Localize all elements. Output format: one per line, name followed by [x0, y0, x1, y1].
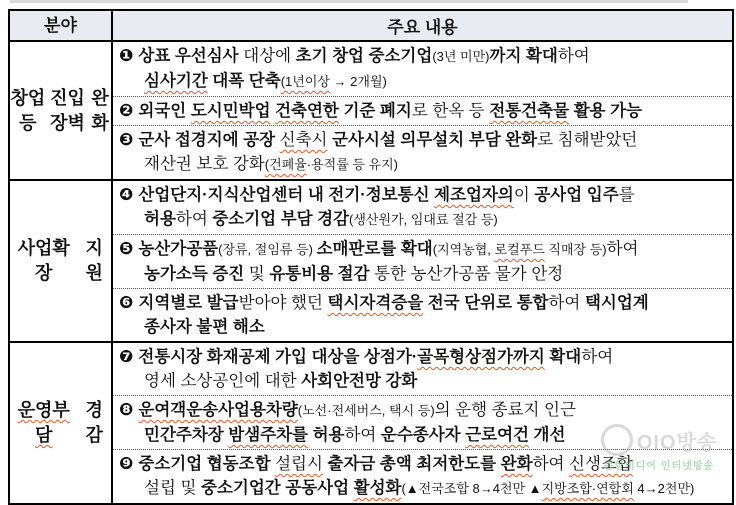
item-bullet: ❹: [119, 185, 134, 204]
header-cell-field: 분야: [10, 11, 113, 40]
section-startup-barrier: [10, 40, 732, 179]
item-text: 지역별로 발급받아야 했던 택시자격증을 전국 단위로 통합하여 택시업계 종사자 불편 해소: [138, 294, 649, 336]
item-bullet: ❷: [119, 101, 134, 120]
section-operating-burden: [10, 341, 732, 503]
item-text: 중소기업 협동조합 설립시 출자금 총액 최저한도를 완화하여 신생조합 설립 및 중소기업간 공동사업 활성화(▲전국조합 8→4천만 ▲지방조합·연합회 4→2천만): [138, 455, 695, 497]
content-item-2: [113, 96, 732, 125]
content-item-9: [113, 449, 732, 503]
table-header-row: [10, 11, 732, 40]
item-bullet: ❻: [119, 293, 134, 312]
watermark-subtitle: 종합미디어 인터넷방송: [603, 461, 715, 472]
watermark-title: OIO방송: [636, 431, 718, 454]
content-item-1: [113, 42, 732, 96]
policy-summary-table: [8, 9, 734, 505]
item-text: 군사 접경지에 공장 신축시 군사시설 의무설치 부담 완화로 침해받았던 재산권 보호 강화(건폐율·용적률 등 유지): [138, 131, 638, 173]
item-text: 운여객운송사업용차량(노선·전세버스, 택시 등)의 운행 종료지 인근 민간주차장 밤샘주차를 허용하여 운수종사자 근로여건 개선: [138, 401, 576, 444]
content-item-7: [113, 343, 732, 395]
item-bullet: ❼: [119, 347, 134, 366]
item-text: 상표 우선심사 대상에 초기 창업 중소기업(3년 미만)까지 확대하여 심사기간 대폭 단축(1년이상 → 2개월): [138, 47, 590, 90]
item-bullet: ❾: [119, 454, 134, 473]
item-text: 외국인 도시민박업 건축연한 기준 폐지로 한옥 등 전통건축물 활용 가능: [138, 102, 642, 120]
item-bullet: ❽: [119, 400, 134, 419]
cropped-edge-artifact: [10, 0, 688, 3]
content-item-5: [113, 234, 732, 288]
item-bullet: ❺: [119, 239, 134, 258]
section-label: 운영부담 경감: [10, 343, 113, 503]
item-bullet: ❶: [119, 46, 134, 65]
content-item-4: [113, 181, 732, 234]
section-label: 사업확장 지원: [10, 181, 113, 341]
item-text: 전통시장 화재공제 가입 대상을 상점가·골목형상점가까지 확대하여 영세 소상공인에 대한 사회안전망 강화: [138, 348, 614, 390]
item-text: 농산가공품(장류, 절임류 등) 소매판로를 확대(지역농협, 로컬푸드 직매장 등)하여 농가소득 증진 및 유통비용 절감 통한 농산가공품 물가 안정: [138, 240, 639, 283]
header-cell-main-content: 주요 내용: [387, 18, 458, 37]
content-item-3: [113, 125, 732, 179]
section-business-expansion: [10, 179, 732, 341]
content-item-8: [113, 395, 732, 449]
item-text: 산업단지·지식산업센터 내 전기·정보통신 제조업자의이 공사업 입주를 허용하여 중소기업 부담 경감(생산원가, 임대료 절감 등): [138, 186, 635, 228]
content-item-6: [113, 288, 732, 341]
section-label: 창업 등 진입장벽 완화: [10, 42, 113, 179]
item-bullet: ❸: [119, 130, 134, 149]
